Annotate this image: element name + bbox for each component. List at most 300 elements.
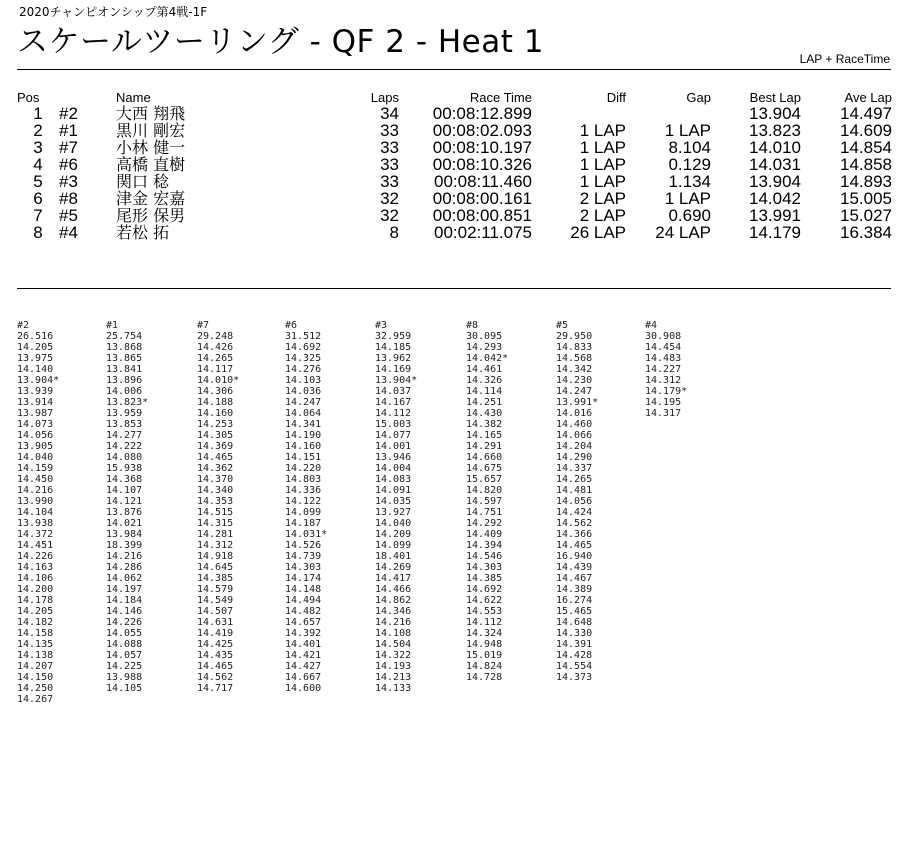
lap-time: 13.975 — [17, 353, 54, 364]
results-table — [17, 88, 892, 241]
lap-time: 14.579 — [197, 584, 234, 595]
lap-time: 14.036 — [285, 386, 322, 397]
best-lap-cell: 14.010 — [749, 138, 801, 157]
lap-time: 13.927 — [375, 507, 412, 518]
page-title: スケールツーリング - QF 2 - Heat 1 — [17, 24, 544, 60]
lap-time: 15.938 — [106, 463, 143, 474]
title-divider — [17, 69, 891, 70]
driver-name-cell: 大西 翔飛 — [116, 104, 186, 123]
lap-time: 13.914 — [17, 397, 54, 408]
lap-time: 14.325 — [285, 353, 322, 364]
car-number-cell: #3 — [59, 172, 78, 191]
lap-time: 14.417 — [375, 573, 412, 584]
lap-column — [645, 320, 687, 419]
lap-time: 14.467 — [556, 573, 593, 584]
lap-time: 14.225 — [106, 661, 143, 672]
lap-time: 14.035 — [375, 496, 412, 507]
lap-time: 14.291 — [466, 441, 503, 452]
lap-time: 14.042* — [466, 353, 509, 364]
race-time-cell: 00:08:10.326 — [432, 155, 532, 174]
lap-column — [17, 320, 59, 705]
lap-column-car-number: #3 — [375, 320, 388, 331]
best-lap-cell: 13.991 — [749, 206, 801, 225]
lap-time: 14.435 — [197, 650, 234, 661]
driver-name-cell: 津金 宏嘉 — [116, 189, 186, 208]
lap-column — [285, 320, 327, 694]
lap-time: 14.465 — [197, 661, 234, 672]
car-number-cell: #5 — [59, 206, 78, 225]
lap-time: 14.326 — [466, 375, 503, 386]
gap-cell: 24 LAP — [655, 223, 711, 242]
best-lap-cell: 14.179 — [749, 223, 801, 242]
diff-cell: 2 LAP — [579, 189, 626, 208]
best-lap-cell: 13.904 — [749, 104, 801, 123]
lap-time: 14.507 — [197, 606, 234, 617]
lap-time: 14.692 — [285, 342, 322, 353]
lap-time: 14.016 — [556, 408, 593, 419]
lap-time: 14.121 — [106, 496, 143, 507]
col-header-diff: Diff — [606, 90, 626, 105]
car-number-cell: #1 — [59, 121, 78, 140]
lap-time: 14.553 — [466, 606, 503, 617]
lap-time: 14.366 — [556, 529, 593, 540]
results-body — [17, 105, 892, 241]
lap-time: 14.482 — [285, 606, 322, 617]
laps-cell: 33 — [380, 121, 399, 140]
gap-cell: 1 LAP — [664, 121, 711, 140]
lap-time: 14.427 — [285, 661, 322, 672]
lap-time: 14.450 — [17, 474, 54, 485]
lap-time: 14.226 — [106, 617, 143, 628]
lap-time: 14.073 — [17, 419, 54, 430]
lap-time: 14.465 — [197, 452, 234, 463]
lap-time: 14.439 — [556, 562, 593, 573]
col-header-ave-lap: Ave Lap — [844, 90, 892, 105]
lap-time: 14.401 — [285, 639, 322, 650]
lap-time: 14.391 — [556, 639, 593, 650]
lap-time: 14.292 — [466, 518, 503, 529]
lap-time: 14.370 — [197, 474, 234, 485]
lap-time: 14.424 — [556, 507, 593, 518]
lap-time: 14.066 — [556, 430, 593, 441]
lap-time: 14.346 — [375, 606, 412, 617]
lap-time: 14.104 — [17, 507, 54, 518]
pos-cell: 2 — [33, 121, 43, 140]
lap-time: 14.409 — [466, 529, 503, 540]
lap-time: 14.631 — [197, 617, 234, 628]
result-row — [17, 173, 892, 190]
gap-cell: 0.129 — [668, 155, 711, 174]
lap-time: 14.303 — [466, 562, 503, 573]
lap-time: 13.939 — [17, 386, 54, 397]
lap-time: 32.959 — [375, 331, 412, 342]
results-header-row — [17, 88, 892, 105]
lap-time: 14.056 — [17, 430, 54, 441]
laps-cell: 34 — [380, 104, 399, 123]
diff-cell — [532, 105, 626, 122]
diff-cell: 1 LAP — [579, 121, 626, 140]
diff-cell: 2 LAP — [579, 206, 626, 225]
lap-time: 14.454 — [645, 342, 682, 353]
lap-time: 16.274 — [556, 595, 593, 606]
lap-time: 14.269 — [375, 562, 412, 573]
lap-time: 13.984 — [106, 529, 143, 540]
race-time-cell: 00:08:10.197 — [432, 138, 532, 157]
driver-name-cell: 若松 拓 — [116, 223, 170, 242]
driver-name-cell: 黒川 剛宏 — [116, 121, 186, 140]
lap-time: 14.862 — [375, 595, 412, 606]
car-number-cell: #8 — [59, 189, 78, 208]
lap-time: 14.169 — [375, 364, 412, 375]
lap-time: 14.250 — [17, 683, 54, 694]
laps-cell: 33 — [380, 138, 399, 157]
lap-column-car-number: #1 — [106, 320, 119, 331]
ave-lap-cell: 14.893 — [840, 172, 892, 191]
lap-time: 14.064 — [285, 408, 322, 419]
lap-time: 14.188 — [197, 397, 234, 408]
ave-lap-cell: 15.027 — [840, 206, 892, 225]
car-number-cell: #2 — [59, 104, 78, 123]
lap-time: 18.401 — [375, 551, 412, 562]
driver-name-cell: 尾形 保男 — [116, 206, 186, 225]
lap-time: 14.394 — [466, 540, 503, 551]
lap-time: 14.213 — [375, 672, 412, 683]
lap-time: 14.103 — [285, 375, 322, 386]
pos-cell: 3 — [33, 138, 43, 157]
lap-time: 14.040 — [17, 452, 54, 463]
lap-time: 14.122 — [285, 496, 322, 507]
lap-time: 14.303 — [285, 562, 322, 573]
lap-time: 14.182 — [17, 617, 54, 628]
lap-time: 14.031* — [285, 529, 328, 540]
lap-time: 14.276 — [285, 364, 322, 375]
lap-time: 14.562 — [197, 672, 234, 683]
lap-time: 14.368 — [106, 474, 143, 485]
lap-time: 14.148 — [285, 584, 322, 595]
lap-time: 14.312 — [197, 540, 234, 551]
car-number-cell: #6 — [59, 155, 78, 174]
lap-time: 14.226 — [17, 551, 54, 562]
lap-time: 14.163 — [17, 562, 54, 573]
col-header-race-time: Race Time — [469, 90, 532, 105]
lap-time: 13.876 — [106, 507, 143, 518]
race-time-cell: 00:02:11.075 — [434, 223, 532, 242]
lap-time: 14.322 — [375, 650, 412, 661]
lap-time: 14.385 — [197, 573, 234, 584]
lap-column-car-number: #7 — [197, 320, 210, 331]
lap-column-car-number: #2 — [17, 320, 30, 331]
lap-time: 14.622 — [466, 595, 503, 606]
lap-time: 14.597 — [466, 496, 503, 507]
lap-time: 14.247 — [285, 397, 322, 408]
race-time-cell: 00:08:00.851 — [432, 206, 532, 225]
lap-time: 13.988 — [106, 672, 143, 683]
best-lap-cell: 14.031 — [749, 155, 801, 174]
lap-time: 14.205 — [17, 606, 54, 617]
pos-cell: 4 — [33, 155, 43, 174]
lap-time: 29.950 — [556, 331, 593, 342]
lap-time: 14.216 — [17, 485, 54, 496]
lap-column — [375, 320, 417, 694]
lap-time: 13.962 — [375, 353, 412, 364]
driver-name-cell: 小林 健一 — [116, 138, 186, 157]
pos-cell: 1 — [33, 104, 43, 123]
lap-time: 13.946 — [375, 452, 412, 463]
lap-time: 29.248 — [197, 331, 234, 342]
lap-time: 14.209 — [375, 529, 412, 540]
lap-column — [197, 320, 239, 694]
lap-time: 14.600 — [285, 683, 322, 694]
lap-time: 14.112 — [375, 408, 412, 419]
lap-time: 14.305 — [197, 430, 234, 441]
ave-lap-cell: 14.858 — [840, 155, 892, 174]
lap-time: 14.739 — [285, 551, 322, 562]
lap-time: 14.056 — [556, 496, 593, 507]
lap-time: 14.312 — [645, 375, 682, 386]
lap-time: 14.193 — [375, 661, 412, 672]
lap-time: 14.267 — [17, 694, 54, 705]
lap-time: 14.392 — [285, 628, 322, 639]
lap-time: 14.253 — [197, 419, 234, 430]
lap-time: 14.185 — [375, 342, 412, 353]
lap-time: 14.481 — [556, 485, 593, 496]
lap-time: 14.340 — [197, 485, 234, 496]
lap-time: 14.286 — [106, 562, 143, 573]
lap-time: 14.062 — [106, 573, 143, 584]
lap-time: 14.751 — [466, 507, 503, 518]
lap-time: 14.430 — [466, 408, 503, 419]
race-time-cell: 00:08:12.899 — [432, 104, 532, 123]
lap-time: 14.151 — [285, 452, 322, 463]
col-header-number — [59, 88, 116, 105]
lap-time: 14.657 — [285, 617, 322, 628]
lap-time: 14.251 — [466, 397, 503, 408]
lap-time: 14.820 — [466, 485, 503, 496]
lap-time: 14.460 — [556, 419, 593, 430]
lap-column-car-number: #6 — [285, 320, 298, 331]
lap-time: 26.516 — [17, 331, 54, 342]
lap-time: 15.465 — [556, 606, 593, 617]
ave-lap-cell: 15.005 — [840, 189, 892, 208]
laps-cell: 8 — [389, 223, 399, 242]
laps-cell: 33 — [380, 155, 399, 174]
lap-time: 14.692 — [466, 584, 503, 595]
lap-time: 14.372 — [17, 529, 54, 540]
lap-time: 14.833 — [556, 342, 593, 353]
event-subtitle: 2020チャンピオンシップ第4戦-1F — [19, 5, 208, 19]
lap-time: 14.001 — [375, 441, 412, 452]
lap-time: 14.265 — [556, 474, 593, 485]
lap-time: 14.667 — [285, 672, 322, 683]
lap-time: 14.179* — [645, 386, 688, 397]
lap-time: 14.021 — [106, 518, 143, 529]
car-number-cell: #4 — [59, 223, 78, 242]
lap-time: 14.717 — [197, 683, 234, 694]
lap-time: 13.868 — [106, 342, 143, 353]
result-row — [17, 156, 892, 173]
lap-time: 14.106 — [17, 573, 54, 584]
lap-time: 14.108 — [375, 628, 412, 639]
result-row — [17, 122, 892, 139]
lap-time: 14.150 — [17, 672, 54, 683]
lap-column — [556, 320, 598, 683]
laps-cell: 32 — [380, 206, 399, 225]
lap-time: 14.660 — [466, 452, 503, 463]
lap-time: 14.369 — [197, 441, 234, 452]
lap-time: 14.504 — [375, 639, 412, 650]
lap-time: 14.195 — [645, 397, 682, 408]
pos-cell: 6 — [33, 189, 43, 208]
lap-time: 14.549 — [197, 595, 234, 606]
result-row — [17, 207, 892, 224]
lap-time: 14.526 — [285, 540, 322, 551]
pos-cell: 8 — [33, 223, 43, 242]
lap-time: 14.421 — [285, 650, 322, 661]
lap-time: 14.140 — [17, 364, 54, 375]
col-header-name: Name — [116, 90, 151, 105]
gap-cell — [626, 105, 711, 122]
lap-time: 14.554 — [556, 661, 593, 672]
lap-time: 14.494 — [285, 595, 322, 606]
race-time-cell: 00:08:02.093 — [432, 121, 532, 140]
lap-time: 14.040 — [375, 518, 412, 529]
lap-time: 14.135 — [17, 639, 54, 650]
lap-time: 14.037 — [375, 386, 412, 397]
laps-cell: 32 — [380, 189, 399, 208]
lap-time: 14.207 — [17, 661, 54, 672]
lap-time: 14.006 — [106, 386, 143, 397]
lap-time: 14.117 — [197, 364, 234, 375]
lap-time: 14.197 — [106, 584, 143, 595]
lap-time: 14.247 — [556, 386, 593, 397]
diff-cell: 1 LAP — [579, 155, 626, 174]
race-time-cell: 00:08:00.161 — [432, 189, 532, 208]
lap-time: 15.003 — [375, 419, 412, 430]
lap-time: 14.306 — [197, 386, 234, 397]
driver-name-cell: 高橋 直樹 — [116, 155, 186, 174]
lap-time: 14.107 — [106, 485, 143, 496]
lap-time: 14.265 — [197, 353, 234, 364]
lap-time: 14.341 — [285, 419, 322, 430]
lap-time: 14.165 — [466, 430, 503, 441]
lap-time: 14.461 — [466, 364, 503, 375]
section-divider — [17, 288, 891, 289]
lap-time: 25.754 — [106, 331, 143, 342]
result-row — [17, 105, 892, 122]
lap-time: 14.160 — [285, 441, 322, 452]
lap-column-car-number: #8 — [466, 320, 479, 331]
lap-column-car-number: #4 — [645, 320, 658, 331]
lap-time: 14.546 — [466, 551, 503, 562]
lap-time: 14.562 — [556, 518, 593, 529]
lap-time: 14.057 — [106, 650, 143, 661]
lap-time: 14.167 — [375, 397, 412, 408]
lap-time: 14.077 — [375, 430, 412, 441]
lap-time: 15.657 — [466, 474, 503, 485]
best-lap-cell: 13.904 — [749, 172, 801, 191]
gap-cell: 0.690 — [668, 206, 711, 225]
lap-time: 14.419 — [197, 628, 234, 639]
pos-cell: 5 — [33, 172, 43, 191]
lap-time: 13.853 — [106, 419, 143, 430]
lap-time: 14.281 — [197, 529, 234, 540]
best-lap-cell: 13.823 — [749, 121, 801, 140]
lap-time: 14.451 — [17, 540, 54, 551]
pos-cell: 7 — [33, 206, 43, 225]
lap-time: 14.184 — [106, 595, 143, 606]
lap-time: 14.426 — [197, 342, 234, 353]
gap-cell: 1 LAP — [664, 189, 711, 208]
lap-time: 14.133 — [375, 683, 412, 694]
diff-cell: 26 LAP — [570, 223, 626, 242]
lap-time: 14.178 — [17, 595, 54, 606]
lap-time: 14.428 — [556, 650, 593, 661]
lap-time: 13.987 — [17, 408, 54, 419]
lap-time: 14.373 — [556, 672, 593, 683]
result-row — [17, 190, 892, 207]
lap-time: 14.515 — [197, 507, 234, 518]
lap-time: 13.904* — [17, 375, 60, 386]
lap-time: 14.216 — [106, 551, 143, 562]
lap-time: 14.465 — [556, 540, 593, 551]
lap-time: 13.841 — [106, 364, 143, 375]
lap-time: 13.990 — [17, 496, 54, 507]
lap-time: 16.940 — [556, 551, 593, 562]
lap-time: 14.205 — [17, 342, 54, 353]
lap-time: 14.568 — [556, 353, 593, 364]
car-number-cell: #7 — [59, 138, 78, 157]
lap-time: 15.019 — [466, 650, 503, 661]
lap-time: 14.114 — [466, 386, 503, 397]
lap-time: 14.336 — [285, 485, 322, 496]
lap-time: 14.803 — [285, 474, 322, 485]
lap-time: 14.080 — [106, 452, 143, 463]
lap-time: 31.512 — [285, 331, 322, 342]
lap-time: 14.362 — [197, 463, 234, 474]
lap-time: 14.158 — [17, 628, 54, 639]
lap-time: 14.159 — [17, 463, 54, 474]
lap-time: 14.190 — [285, 430, 322, 441]
race-time-cell: 00:08:11.460 — [434, 172, 532, 191]
report-type-label: LAP + RaceTime — [799, 52, 890, 66]
lap-time: 14.824 — [466, 661, 503, 672]
result-row — [17, 224, 892, 241]
lap-time: 14.174 — [285, 573, 322, 584]
lap-time: 14.091 — [375, 485, 412, 496]
lap-time: 14.099 — [285, 507, 322, 518]
ave-lap-cell: 14.854 — [840, 138, 892, 157]
lap-time: 14.645 — [197, 562, 234, 573]
lap-time: 13.959 — [106, 408, 143, 419]
lap-time: 14.918 — [197, 551, 234, 562]
lap-time: 14.220 — [285, 463, 322, 474]
lap-time: 14.382 — [466, 419, 503, 430]
lap-time: 14.483 — [645, 353, 682, 364]
lap-time: 14.055 — [106, 628, 143, 639]
lap-time: 13.991* — [556, 397, 599, 408]
lap-time: 14.227 — [645, 364, 682, 375]
result-row — [17, 139, 892, 156]
lap-time: 14.337 — [556, 463, 593, 474]
lap-time: 14.342 — [556, 364, 593, 375]
lap-time: 14.222 — [106, 441, 143, 452]
lap-time: 13.865 — [106, 353, 143, 364]
ave-lap-cell: 14.609 — [840, 121, 892, 140]
lap-column-car-number: #5 — [556, 320, 569, 331]
lap-time: 14.204 — [556, 441, 593, 452]
diff-cell: 1 LAP — [579, 138, 626, 157]
lap-time: 14.353 — [197, 496, 234, 507]
